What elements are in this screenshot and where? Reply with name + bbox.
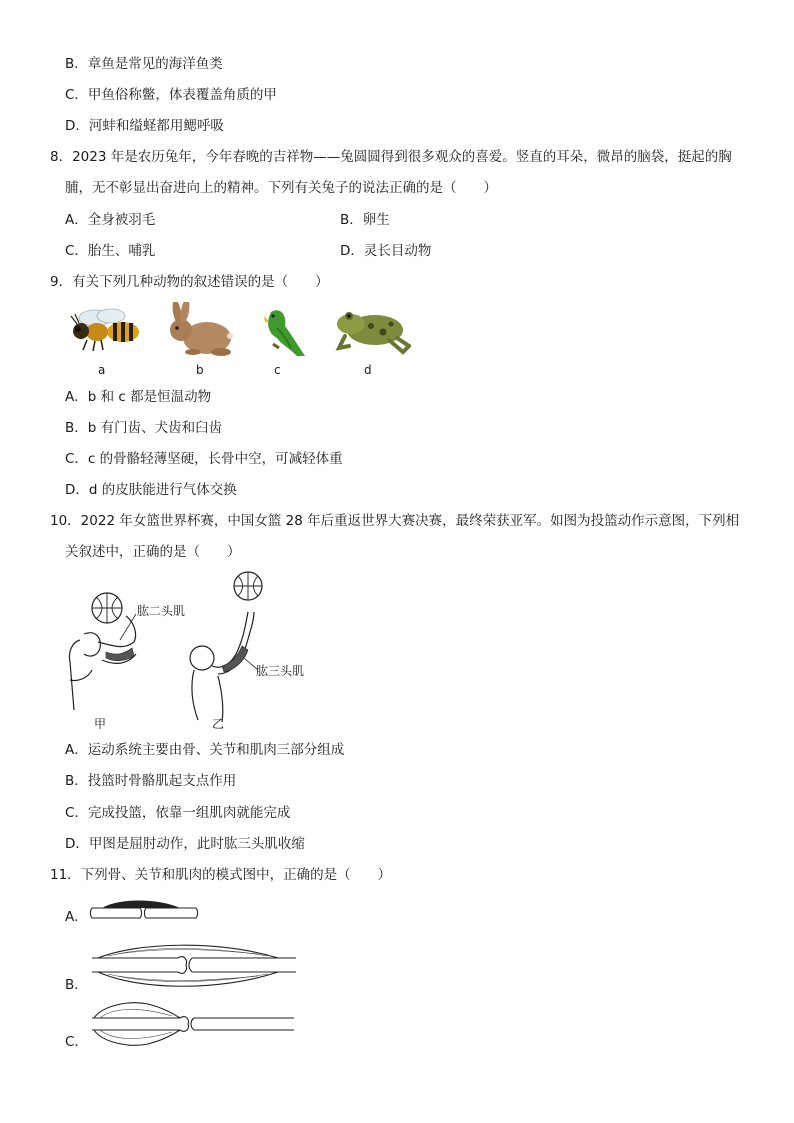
q9-animals-figure: [65, 298, 425, 358]
q10-option-a: A．运动系统主要由骨、关节和肌肉三部分组成: [65, 742, 345, 758]
q9-option-d: D．d 的皮肤能进行气体交换: [65, 482, 237, 498]
q8-option-b: B．卵生: [340, 212, 390, 228]
q10-option-c: C．完成投篮，依靠一组肌肉就能完成: [65, 805, 291, 821]
q11-option-c-diagram: [88, 998, 300, 1050]
q11-option-a-letter: A．: [65, 909, 88, 925]
q9-option-a: A．b 和 c 都是恒温动物: [65, 389, 212, 405]
shooting-diagram: [62, 570, 332, 730]
q11-option-b-diagram: [88, 938, 300, 994]
q10-basketball-figure: [62, 570, 332, 730]
q10-stem-line2: 关叙述中，正确的是（ ）: [65, 544, 241, 560]
rabbit-image: [163, 302, 235, 358]
q8-stem-line1: 8．2023 年是农历兔年，今年春晚的吉祥物——兔圆圆得到很多观众的喜爱。竖直的耳朵，微昂的脑袋，挺起的胸: [50, 149, 732, 165]
q9-option-c: C．c 的骨骼轻薄坚硬，长骨中空，可减轻体重: [65, 451, 343, 467]
q11-option-a-diagram: [88, 896, 200, 924]
q9-label-d: d: [364, 363, 372, 377]
q9-stem: 9．有关下列几种动物的叙述错误的是（ ）: [50, 274, 329, 290]
q9-label-c: c: [274, 363, 281, 377]
q11-option-b-letter: B．: [65, 977, 88, 993]
q7-option-c: C．甲鱼俗称鳖，体表覆盖角质的甲: [65, 87, 277, 103]
q11-option-c-letter: C．: [65, 1034, 88, 1050]
q8-option-c: C．胎生、哺乳: [65, 243, 156, 259]
q8-option-a: A．全身被羽毛: [65, 212, 156, 228]
q9-label-b: b: [196, 363, 204, 377]
q10-option-d: D．甲图是屈肘动作，此时肱三头肌收缩: [65, 836, 305, 852]
q8-stem-line2: 脯，无不彰显出奋进向上的精神。下列有关兔子的说法正确的是（ ）: [65, 180, 497, 196]
q11-stem: 11．下列骨、关节和肌肉的模式图中，正确的是（ ）: [50, 867, 392, 883]
frog-image: [331, 302, 411, 358]
parrot-image: [257, 304, 309, 358]
q10-option-b: B．投篮时骨骼肌起支点作用: [65, 773, 237, 789]
q9-label-a: a: [98, 363, 106, 377]
biceps-label: 肱二头肌: [137, 604, 186, 618]
triceps-label: 肱三头肌: [256, 664, 305, 678]
q7-option-d: D．河蚌和缢蛏都用鳃呼吸: [65, 118, 224, 134]
q9-option-b: B．b 有门齿、犬齿和臼齿: [65, 420, 223, 436]
q8-option-d: D．灵长目动物: [340, 243, 432, 259]
figure-caption-yi: 乙: [212, 717, 225, 731]
figure-caption-jia: 甲: [94, 717, 107, 731]
q10-stem-line1: 10．2022 年女篮世界杯赛，中国女篮 28 年后重返世界大赛决赛，最终荣获亚军。如图为投篮动作示意图，下列相: [50, 513, 740, 529]
bee-image: [67, 304, 147, 354]
q7-option-b: B．章鱼是常见的海洋鱼类: [65, 56, 223, 72]
